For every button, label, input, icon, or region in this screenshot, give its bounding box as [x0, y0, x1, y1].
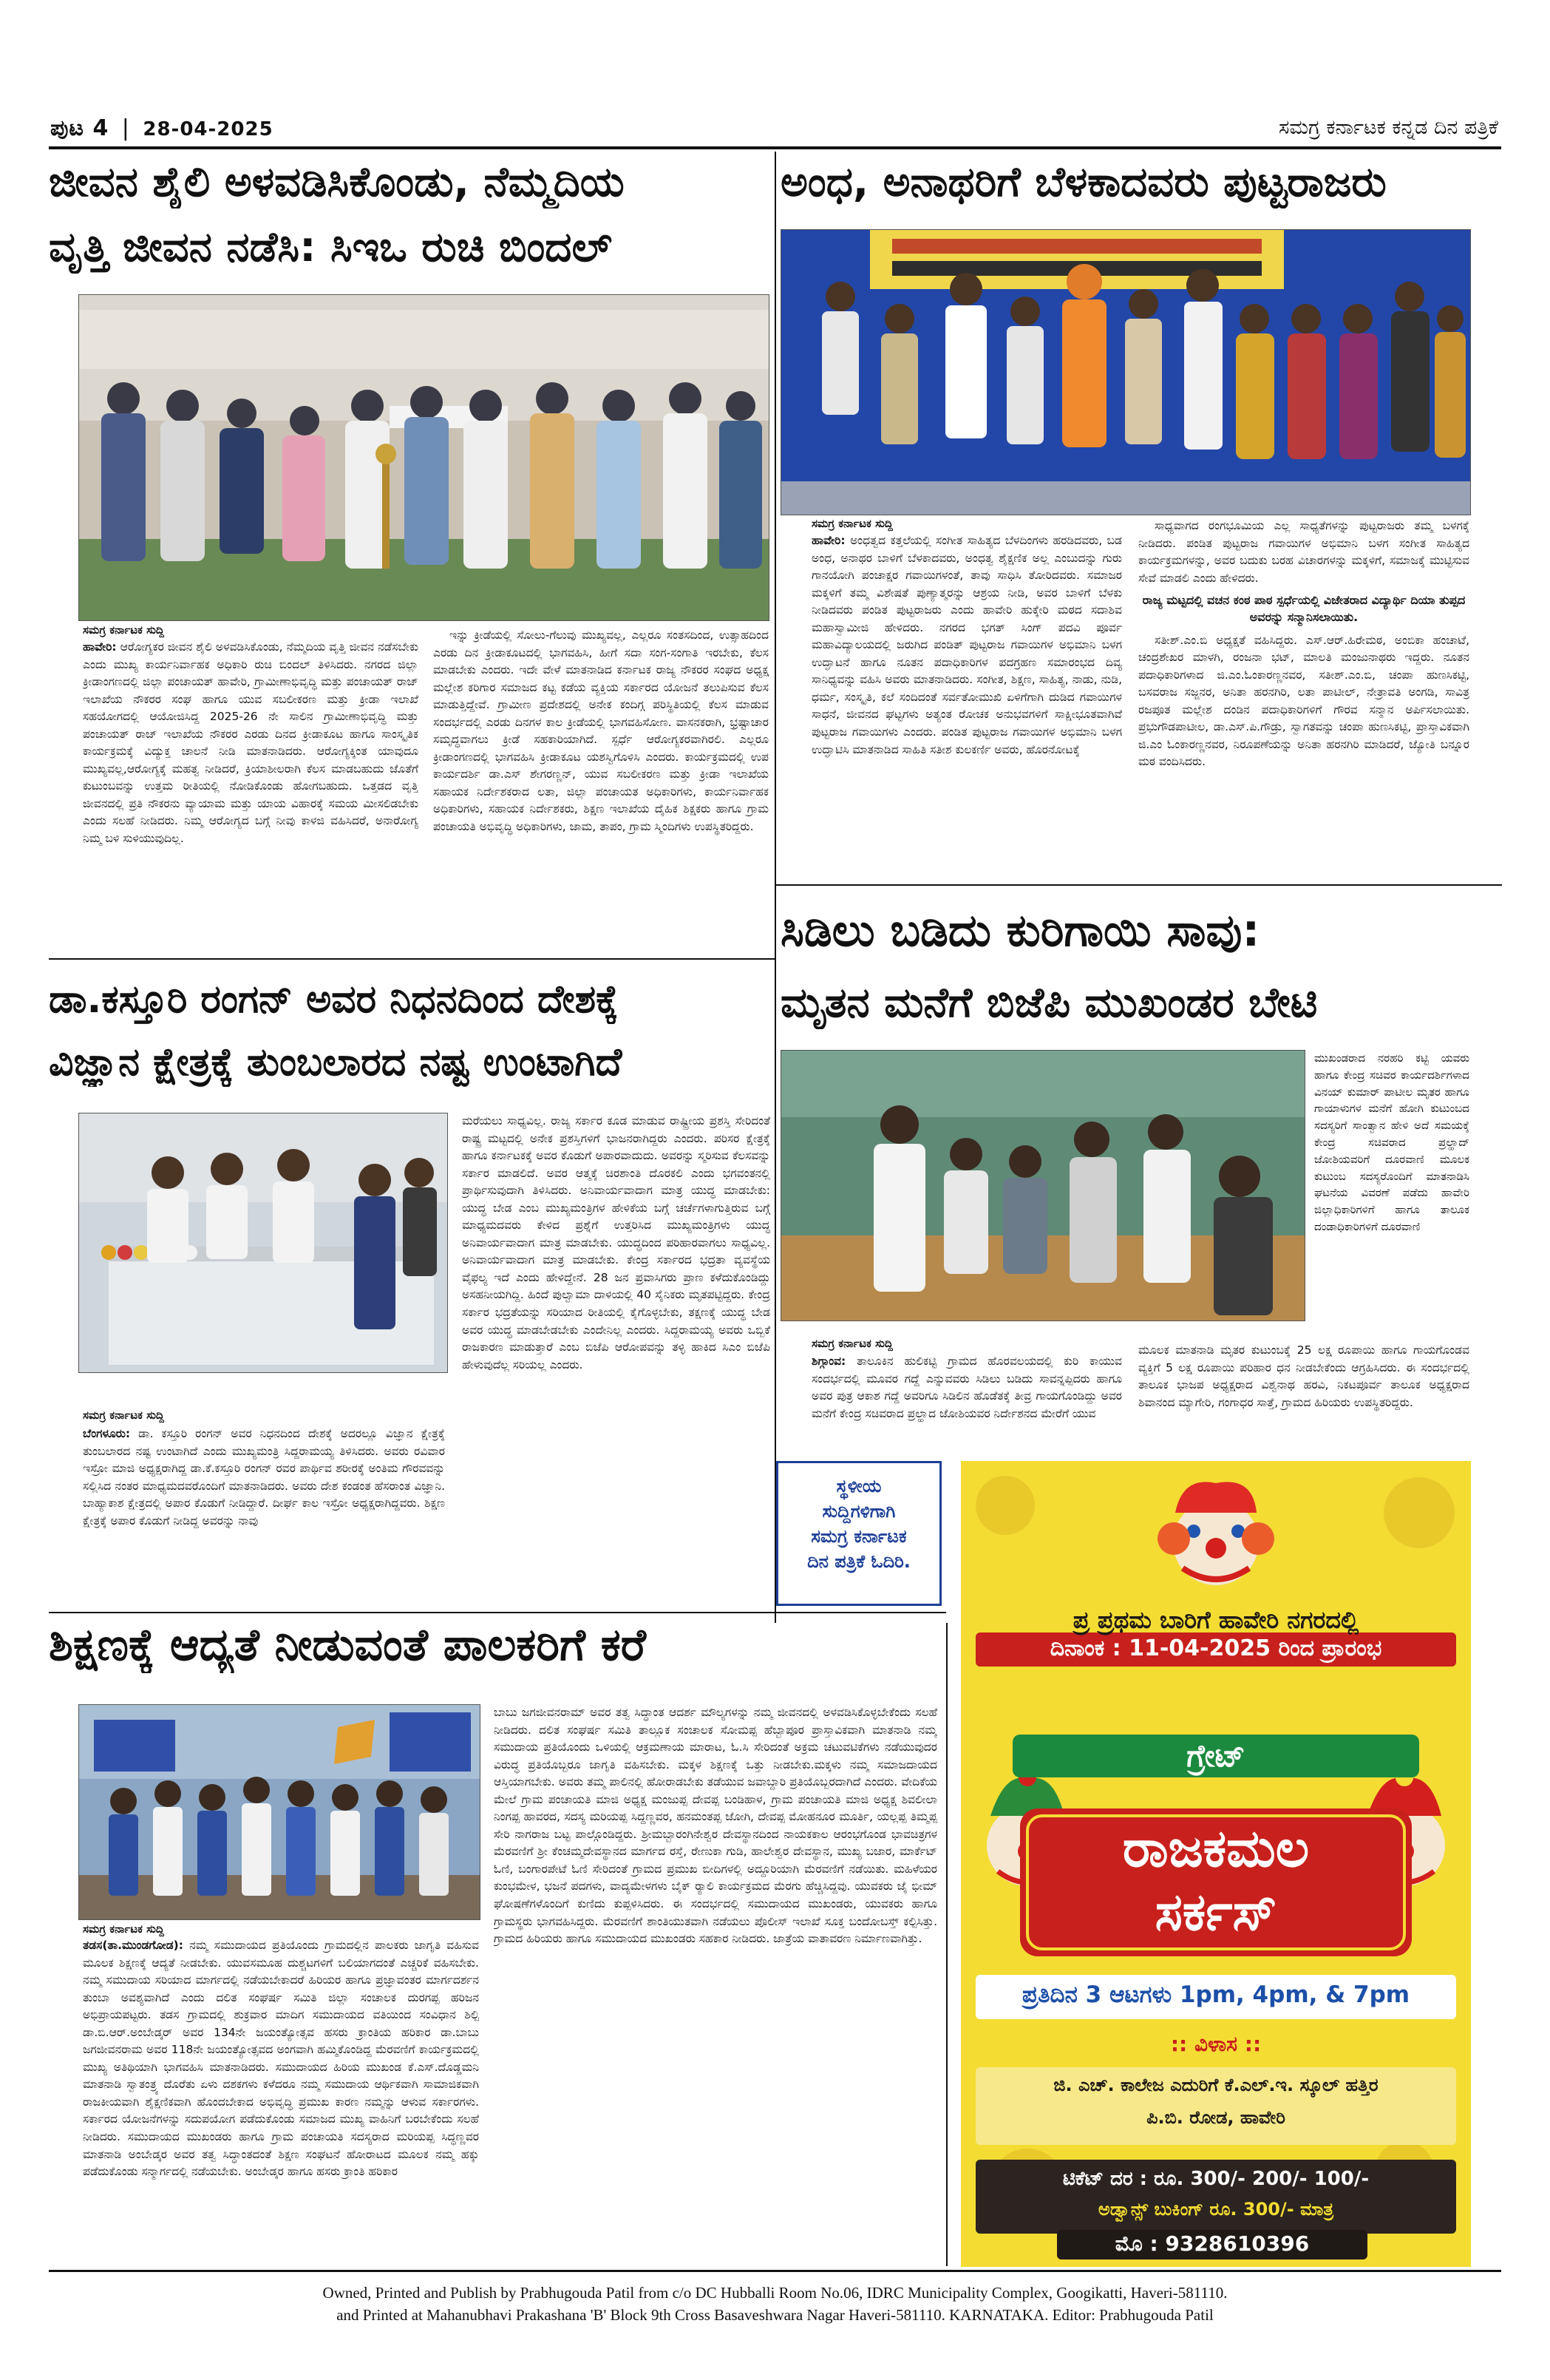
circus-tickets: ಟಿಕೆಟ್ ದರ : ರೂ. 300/- 200/- 100/-	[1062, 2168, 1370, 2190]
credit-puttaraja: ಸಮಗ್ರ ಕರ್ನಾಟಕ ಸುದ್ದಿ	[812, 517, 893, 530]
subhead-puttaraja: ರಾಜ್ಯ ಮಟ್ಟದಲ್ಲಿ ವಚನ ಕಂಠ ಪಾಠ ಸ್ಪರ್ಧೆಯಲ್ಲಿ ವಿಜೇತರಾದ ವಿದ್ಯಾರ್ಥಿ ದಿಯಾ ತುಪ್ಪದ ಅವರನ್ನು ಸನ್ಮಾನಿಸಲಾಯಿತು.	[1142, 593, 1466, 625]
circus-venue-2: ಪಿ.ಬಿ. ರೋಡ, ಹಾವೇರಿ	[1146, 2107, 1285, 2128]
body-lifestyle-col1	[83, 639, 418, 954]
masthead-rule	[49, 146, 1501, 149]
page-number: ಪುಟ 4 | 28-04-2025	[50, 115, 273, 141]
text-kasturirangan-col2: ಮರೆಯಲು ಸಾಧ್ಯವಿಲ್ಲ. ರಾಜ್ಯ ಸರ್ಕಾರ ಕೂಡ ಮಾಡುವ ರಾಷ್ಟ್ರೀಯ ಪ್ರಶಸ್ತಿ ಸೇರಿದಂತೆ ರಾಷ್ಟ್ರ ಮಟ್ಟದಲ್ಲಿ ಅನೇಕ ಪ್ರಶಸ್ತಿಗಳಿಗೆ ಭಾಜನರಾಗಿದ್ದರು ಎಂದರು. ಪರಿಸರ ಕ್ಷೇತ್ರಕ್ಕೆ ಹಾಗೂ ಕರ್ನಾಟಕಕ್ಕೆ ಅವರ ಕೊಡುಗೆ ಅಪಾರವಾದುದು. ಅವರನ್ನು ಸ್ಮರಿಸುವ ಕೆಲಸವನ್ನು ಸರ್ಕಾರ ಮಾಡಲಿದೆ. ಅವರ ಆತ್ಮಕ್ಕೆ ಚಿರಶಾಂತಿ ದೊರಕಲಿ ಎಂದು ಭಗವಂತನಲ್ಲಿ ಪ್ರಾರ್ಥಿಸುವುದಾಗಿ ತಿಳಿಸಿದರು. ಅನಿವಾರ್ಯವಾದಾಗ ಮಾತ್ರ ಯುದ್ಧ ಮಾಡಬೇಕು: ಯುದ್ಧ ಬೇಡ ಎಂಬ ಮುಖ್ಯಮಂತ್ರಿಗಳ ಹೇಳಿಕೆಯ ಬಗ್ಗೆ ಚರ್ಚೆಗಳಾಗುತ್ತಿರುವ ಬಗ್ಗೆ ಮಾಧ್ಯಮದವರು ಕೇಳಿದ ಪ್ರಶ್ನೆಗೆ ಉತ್ತರಿಸಿದ ಮುಖ್ಯಮಂತ್ರಿಗಳು ಯುದ್ಧ ಅನಿವಾರ್ಯವಾದಾಗ ಮಾತ್ರ ಮಾಡಬೇಕು. ಯುದ್ಧದಿಂದ ಪರಿಹಾರವಾಗಲು ಸಾಧ್ಯವಿಲ್ಲ. ಅನಿವಾರ್ಯವಾದಾಗ ಮಾತ್ರ ಮಾಡಬೇಕು. ಕೇಂದ್ರ ಸರ್ಕಾರದ ಭದ್ರತಾ ವ್ಯವಸ್ಥೆಯ ವೈಫಲ್ಯ ಇದೆ ಎಂದು ಹೇಳಿದ್ದೇನೆ. 28 ಜನ ಪ್ರವಾಸಿಗರು ಪ್ರಾಣ ಕಳೆದುಕೊಂಡಿದ್ದು ಅಸಹನೀಯಗಿದ್ದಿ. ಹಿಂದೆ ಪುಲ್ವಾಮಾ ದಾಳಿಯಲ್ಲಿ 40 ಸೈನಿಕರು ಮೃತಪಟ್ಟಿದ್ದರು. ಕೇಂದ್ರ ಸರ್ಕಾರ ಭದ್ರತೆಯನ್ನು ಸರಿಯಾದ ರೀತಿಯಲ್ಲಿ ಕೈಗೊಳ್ಳಬೇಕು, ತಕ್ಷಣಕ್ಕೆ ಯುದ್ಧ ಬೇಡ ಅವರ ಯುದ್ಧ ಮಾಡಬೇಡಬೇಕು ಎಂದೇನಿಲ್ಲ ಎಂದರು. ಸಿದ್ದರಾಮಯ್ಯ ಅವರು ಒಬ್ಬಿಕೆ ರಾಜಕಾರಣ ಮಾಡುತ್ತಾರೆ ಎಂಬ ಬಿಜೆಪಿ ಆರೋಪವನ್ನು ತಳ್ಳಿ ಹಾಕಿದ ಸಿಎಂ ಬಿಜೆಪಿ ಹೇಳುವುದೆಲ್ಲ ಸರಿಯಲ್ಲ ಎಂದರು.	[462, 1114, 770, 1372]
credit-lifestyle: ಸಮಗ್ರ ಕರ್ನಾಟಕ ಸುದ್ದಿ	[83, 623, 164, 637]
dateline-lifestyle: ಹಾವೇರಿ:	[83, 640, 117, 654]
body-lightning-col1	[812, 1353, 1122, 1464]
headline-kasturirangan-2: ವಿಜ್ಞಾನ ಕ್ಷೇತ್ರಕ್ಕೆ ತುಂಬಲಾರದ ನಷ್ಟ ಉಂಟಾಗಿದೆ	[49, 1040, 622, 1085]
footer-rule	[49, 2270, 1501, 2272]
headline-kasturirangan-1: ಡಾ.ಕಸ್ತೂರಿ ರಂಗನ್ ಅವರ ನಿಧನದಿಂದ ದೇಶಕ್ಕೆ	[49, 977, 619, 1022]
imprint-line-2: and Printed at Mahanubhavi Prakashana 'B' Block 9th Cross Basaveshwara Nagar Haveri-581110. KARNATAKA. Editor: Prabhugouda Patil	[336, 2306, 1214, 2325]
photo-condolence-visit	[781, 1050, 1305, 1321]
circus-great: ಗ್ರೇಟ್	[1186, 1737, 1245, 1774]
dateline-kasturirangan: ಬೆಂಗಳೂರು:	[83, 1427, 131, 1440]
headline-lifestyle-1: ಜೀವನ ಶೈಲಿ ಅಳವಡಿಸಿಕೊಂಡು, ನೆಮ್ಮದಿಯ	[49, 158, 625, 206]
circus-date-line: ದಿನಾಂಕ : 11-04-2025 ರಿಂದ ಪ್ರಾರಂಭ	[1050, 1635, 1382, 1661]
text-puttaraja-col2-top: ಸಾಧ್ಯವಾಗದ ರಂಗಭೂಮಿಯ ಎಲ್ಲ ಸಾಧ್ಯತೆಗಳನ್ನು ಪುಟ್ಟರಾಜರು ತಮ್ಮ ಬಳಗಕ್ಕೆ ನೀಡಿದರು. ಪಂಡಿತ ಪುಟ್ಟರಾಜ ಗವಾಯಿಗಳ ಅಭಿಮಾನಿ ಬಳಗ ಸಂಗೀತ ಸಾಹಿತ್ಯದ ಕಾರ್ಯಕ್ರಮಗಳನ್ನು, ಅವರ ಬದುಕು ಬರಹ ವಿಚಾರಗಳನ್ನು ಮಕ್ಕಳಿಗೆ, ಸಮಾಜಕ್ಕೆ ಮುಟ್ಟಿಸುವ ಸೇವೆ ಮಾಡಲಿ ಎಂದು ಹೇಳಿದರು.	[1138, 519, 1469, 585]
body-puttaraja-col2	[1138, 518, 1469, 880]
notice-box-read-paper	[776, 1461, 942, 1606]
divider-puttaraja	[776, 884, 1502, 886]
text-lightning-side: ಮುಖಂಡರಾದ ನರಹರಿ ಕಟ್ಟಿ ಯವರು ಹಾಗೂ ಕೇಂದ್ರ ಸಚಿವರ ಕಾರ್ಯದರ್ಶಿಗಳಾದ ವಿನಯ್ ಕುಮಾರ್ ಪಾಟೀಲ ಮೃತರ ಹಾಗೂ ಗಾಯಾಳುಗಳ ಮನೆಗೆ ಹೋಗಿ ಕುಟುಂಬದ ಸದಸ್ಯರಿಗೆ ಸಾಂತ್ವಾನ ಹೇಳಿ ಅದೆ ಸಮಯಕ್ಕೆ ಕೇಂದ್ರ ಸಚಿವರಾದ ಪ್ರಲ್ಹಾದ್ ಜೋಶಿಯವರಿಗೆ ದೂರವಾಣಿ ಮೂಲಕ ಕುಟುಂಬ ಸದಸ್ಯರೊಂದಿಗೆ ಮಾತನಾಡಿಸಿ ಘಟನೆಯ ವಿವರಣೆ ಪಡೆದು ಹಾವೇರಿ ಜಿಲ್ಲಾಧಿಕಾರಿಗಳಿಗೆ ಹಾಗೂ ತಾಲೂಕ ದಂಡಾಧಿಕಾರಿಗಳಿಗೆ ದೂರವಾಣಿ	[1314, 1051, 1469, 1233]
column-rule-upper	[775, 152, 776, 1623]
circus-shows: ಪ್ರತಿದಿನ 3 ಆಟಗಳು 1pm, 4pm, & 7pm	[1022, 1981, 1410, 2008]
headline-education: ಶಿಕ್ಷಣಕ್ಕೆ ಆದ್ಯತೆ ನೀಡುವಂತೆ ಪಾಲಕರಿಗೆ ಕರೆ	[49, 1619, 646, 1671]
photo-tribute	[78, 1113, 448, 1373]
body-kasturirangan-col1	[83, 1425, 445, 1603]
page-label: ಪುಟ 4	[50, 115, 109, 141]
imprint-line	[49, 2282, 1501, 2327]
body-education-col1	[83, 1937, 479, 2262]
dateline-lightning: ಶಿಗ್ಗಾಂವ:	[812, 1355, 846, 1368]
divider-mid-left	[49, 1612, 946, 1613]
body-lifestyle-col2	[433, 627, 769, 954]
text-lifestyle-col1: ಆರೋಗ್ಯಕರ ಜೀವನ ಶೈಲಿ ಅಳವಡಿಸಿಕೊಂಡು, ನೆಮ್ಮದಿಯ ವೃತ್ತಿ ಜೀವನ ನಡೆಸಬೇಕು ಎಂದು ಮುಖ್ಯ ಕಾರ್ಯನಿರ್ವಾಹಕ ಅಧಿಕಾರಿ ರುಚಿ ಬಿಂದಲ್ ತಿಳಿಸಿದರು. ನಗರದ ಜಿಲ್ಲಾ ಕ್ರೀಡಾಂಗಣದಲ್ಲಿ ಜಿಲ್ಲಾ ಪಂಚಾಯತ್ ಹಾವೇರಿ, ಗ್ರಾಮೀಣಾಭಿವೃದ್ಧಿ ಮತ್ತು ಪಂಚಾಯತ್ ರಾಜ್ ಇಲಾಖೆಯ ನೌಕರರ ಸಂಘ ಹಾಗೂ ಯುವ ಸಬಲೀಕರಣ ಮತ್ತು ಕ್ರೀಡಾ ಇಲಾಖೆ ಸಹಯೋಗದಲ್ಲಿ ಆಯೋಜಿಸಿದ್ದ 2025-26 ನೇ ಸಾಲಿನ ಗ್ರಾಮೀಣಾಭಿವೃದ್ಧಿ ಮತ್ತು ಪಂಚಾಯತ್ ರಾಜ್ ಇಲಾಖೆಯ ನೌಕರರ ಎರಡು ದಿನದ ಕ್ರೀಡಾಕೂಟ ಹಾಗೂ ಸಾಂಸ್ಕೃತಿಕ ಕಾರ್ಯಕ್ರಮಕ್ಕೆ ವಿದ್ಯುಕ್ತ ಚಾಲನೆ ನೀಡಿ ಮಾತನಾಡಿದರು. ಆರೋಗ್ಯಕ್ಕಿಂತ ಯಾವುದೂ ಮುಖ್ಯವಲ್ಲ,ಆರೋಗ್ಯಕ್ಕೆ ಮಹತ್ವ ನೀಡಿದರೆ, ಕ್ರಿಯಾಶೀಲರಾಗಿ ಕೆಲಸ ಮಾಡಬಹುದು ಜೊತೆಗೆ ಕುಟುಂಬವನ್ನು ಉತ್ತಮ ರೀತಿಯಲ್ಲಿ ನೋಡಿಕೊಂಡು ಹೋಗಬಹುದು. ಒತ್ತಡದ ವೃತ್ತಿ ಜೀವನದಲ್ಲಿ ಪ್ರತಿ ನೌಕರನು ವ್ಯಾಯಾಮ ಮತ್ತು ಯಾಯ ವಿಹಾರಕ್ಕೆ ಸಮಯ ಮೀಸಲಿಡಬೇಕು ಎಂದು ಸಲಹೆ ನೀಡಿದರು. ನಿಮ್ಮ ಆರೋಗ್ಯದ ಬಗ್ಗೆ ನೀವು ಕಾಳಜಿ ವಹಿಸಿದರೆ, ಅನಾರೋಗ್ಯ ನಿಮ್ಮ ಬಳಿ ಸುಳಿಯುವುದಿಲ್ಲ.	[83, 640, 418, 846]
column-rule-lower	[946, 1623, 948, 2266]
text-puttaraja-col1: ಅಂಧತ್ವದ ಕತ್ತಲೆಯಲ್ಲಿ ಸಂಗೀತ ಸಾಹಿತ್ಯದ ಬೆಳದಿಂಗಳು ಹರಡಿದವರು, ಬಡ ಅಂಧ, ಅನಾಥರ ಬಾಳಿಗೆ ಬೆಳಕಾದವರು, ಅಂಧತ್ವ ಶೈಕ್ಷಣಿಕ ಅಲ್ಲ ಎಂಬುದನ್ನು ಗುರು ಗಾನಯೋಗಿ ಪಂಚಾಕ್ಷರ ಗವಾಯಿಗಳಂತೆ, ತಾವು ಸಾಧಿಸಿ ತೋರಿದವರು. ಸಮಾಜರ ಮಕ್ಕಳಿಗೆ ತಮ್ಮ ವಿಶೇಷತೆ ಪುಣ್ಯಾತ್ಮರನ್ನು ಆಶ್ರಯ ನೀಡಿ, ಅವರ ಬಾಳಿಗೆ ಬೆಳಕು ನೀಡಿದವರು ಪಂಡಿತ ಪುಟ್ಟರಾಜರು ಎಂದು ಹಾವೇರಿ ಹುಕ್ಕೇರಿ ಮಠದ ಸದಾಶಿವ ಮಹಾಸ್ವಾಮೀಜಿ ಹೇಳಿದರು. ನಗರದ ಭಗತ್ ಸಿಂಗ್ ಪದವಿ ಪೂರ್ವ ಮಹಾವಿದ್ಯಾಲಯದಲ್ಲಿ ಜರುಗಿದ ಪಂಡಿತ್ ಪುಟ್ಟರಾಜ ಗವಾಯಿಗಳ ಅಭಿಮಾನಿ ಬಳಗ ಉದ್ಘಾಟನೆ ಹಾಗೂ ನೂತನ ಪದಾಧಿಕಾರಿಗಳ ಪದಗ್ರಹಣ ಸಮಾರಂಭದ ದಿವ್ಯ ಸಾನಿಧ್ಯವನ್ನು ವಹಿಸಿ ಅವರು ಮಾತನಾಡಿದರು. ಸಂಗೀತ, ಶಿಕ್ಷಣ, ಸಾಹಿತ್ಯ, ನಾಡು, ನುಡಿ, ಧರ್ಮ, ಸಂಸ್ಕೃತಿ, ಕಲೆ ಸಂದಿದಂತೆ ಸರ್ವತೋಮುಖಿ ಏಳಿಗೆಗಾಗಿ ದುಡಿದ ಗವಾಯಿಗಳ ಸಾಧನೆ, ಜೀವನದ ಘಟ್ಟಗಳು ಅತ್ಯಂತ ರೋಚಕ ಅನುಭವಗಳಿಗೆ ಸಾಕ್ಷೀಭೂತವಾಗಿವೆ ಪುಟ್ಟರಾಜ ಗವಾಯಿಗಳು ಎಂದರು. ಪಂಡಿತ ಪುಟ್ಟರಾಜ ಗವಾಯಿಗಳ ಅಭಿಮಾನಿ ಬಳಗ ಉದ್ಘಾಟಿಸಿ ಮಾತನಾಡಿದ ಸಾಹಿತಿ ಸತೀಶ ಕುಲಕರ್ಣಿ ಅವರು, ಹೊರನೋಟಕ್ಕೆ	[812, 534, 1122, 756]
text-lifestyle-col2: ಇನ್ನು ಕ್ರೀಡೆಯಲ್ಲಿ ಸೋಲು-ಗೆಲುವು ಮುಖ್ಯವಲ್ಲ, ಎಲ್ಲರೂ ಸಂತಸದಿಂದ, ಉತ್ಸಾಹದಿಂದ ಎರಡು ದಿನ ಕ್ರೀಡಾಕೂಟದಲ್ಲಿ ಭಾಗವಹಿಸಿ, ಹೀಗೆ ಸದಾ ಸಂಗ-ಸಂಗಾತಿ ಇರಬೇಕು, ಕೆಲಸ ಮಾಡಬೇಕು ಎಂದರು. ಇದೇ ವೇಳೆ ಮಾತನಾಡಿದ ಕರ್ನಾಟಕ ರಾಜ್ಯ ನೌಕರರ ಸಂಘದ ಅಧ್ಯಕ್ಷ ಮಲ್ಲೇಶ ಕರಿಗಾರ ಸಮಾಜದ ಕಟ್ಟ ಕಡೆಯ ವ್ಯಕ್ತಿಯ ಸರ್ಕಾರದ ಯೋಜನೆ ತಲುಪಿಸುವ ಕೆಲಸ ಮಾಡುತ್ತಿದ್ದೇವೆ. ಗ್ರಾಮೀಣ ಪ್ರದೇಶದಲ್ಲಿ ಅನೇಕ ಕಂದಿಗ್ಗ ಪರಿಸ್ಥಿತಿಯಲ್ಲಿ ಕೆಲಸ ಮಾಡುವ ಸಂದರ್ಭದಲ್ಲಿ ಎರಡು ದಿನಗಳ ಕಾಲ ಕ್ರೀಡೆಯಲ್ಲಿ ಭಾಗವಹಿಸೋಣ. ವಾಸನಕರಾಗಿ, ಭ್ರಷ್ಟಾಚಾರ ಸಮೃದ್ಧವಾಗಲು ಕ್ರೀಡೆ ಸಹಕಾರಿಯಾಗಿದೆ. ಸ್ಪರ್ಧೆ ಆರೋಗ್ಯಕರವಾಗಿರಲಿ. ಎಲ್ಲರೂ ಕ್ರೀಡಾಂಗಣದಲ್ಲಿ ಭಾಗವಹಿಸಿ ಕ್ರೀಡಾಕೂಟ ಯಶಸ್ವಿಗೊಳಿಸಿ ಎಂದರು. ಕಾರ್ಯಕ್ರಮದಲ್ಲಿ ಉಪ ಕಾರ್ಯದರ್ಶಿ ಡಾ.ಎಸ್ ಶೇಗರಣ್ಣನ್, ಯುವ ಸಬಲೀಕರಣ ಮತ್ತು ಕ್ರೀಡಾ ಇಲಾಖೆಯ ಸಹಾಯಕ ನಿರ್ದೇಶಕರಾದ ಲತಾ, ಜಿಲ್ಲಾ ಪಂಚಾಯತ ಅಧಿಕಾರಿಗಳು, ಕಾರ್ಯನಿರ್ವಾಹಕ ಅಧಿಕಾರಿಗಳು, ಸಹಾಯಕ ನಿರ್ದೇಶಕರು, ಶಿಕ್ಷಣ ಇಲಾಖೆಯ ದೈಹಿಕ ಶಿಕ್ಷಕರು ಹಾಗೂ ಗ್ರಾಮ ಪಂಚಾಯತಿ ಅಭಿವೃದ್ಧಿ ಅಧಿಕಾರಿಗಳು, ಜಾಮ, ತಾಪಂ, ಗ್ರಾಮ ಸ್ಮಿಂದಿಗಳು ಉಪಸ್ಥಿತರಿದ್ದರು.	[433, 628, 769, 834]
text-education-col1: ನಮ್ಮ ಸಮುದಾಯದ ಪ್ರತಿಯೊಂದು ಗ್ರಾಮದಲ್ಲಿನ ಪಾಲಕರು ಜಾಗೃತಿ ವಹಿಸುವ ಮೂಲಕ ಶಿಕ್ಷಣಕ್ಕೆ ಆದ್ಯತೆ ನೀಡಬೇಕು. ಯುವಸಮೂಹ ದುಶ್ಚಟಗಳಿಗೆ ಬಲಿಯಾಗದಂತೆ ಎಚ್ಚರಿಕೆ ವಹಿಸಬೇಕು. ನಮ್ಮ ಸಮುದಾಯ ಸರಿಯಾದ ಮಾರ್ಗದಲ್ಲಿ ನಡೆಯಬೇಕಾದರೆ ಹಿರಿಯರ ಹಾಗೂ ಪ್ರಜ್ಞಾವಂತರ ಮಾರ್ಗದರ್ಶನ ತುಂಬಾ ಅವಶ್ಯವಾಗಿದೆ ಎಂದು ದಲಿತ ಸಂಘರ್ಷ ಸಮಿತಿ ಜಿಲ್ಲಾ ಸಂಚಾಲಕ ದುರಗಪ್ಪ ಹರಿಜನ ಅಭಿಪ್ರಾಯಪಟ್ಟರು. ತಡಸ ಗ್ರಾಮದಲ್ಲಿ ಶುಕ್ರವಾರ ಮಾದಿಗ ಸಮುದಾಯದ ವತಿಯಿಂದ ಸಂವಿಧಾನ ಶಿಲ್ಪಿ ಡಾ.ಬಿ.ಆರ್.ಅಂಬೇಡ್ಕರ್ ಅವರ 134ನೇ ಜಯಂತ್ಯೋತ್ಸವ ಹಸರು ಕ್ರಾಂತಿಯ ಹರಿಕಾರ ಡಾ.ಬಾಬು ಜಗಜೀವನರಾಮ ಅವರ 118ನೇ ಜಯಂತ್ಯೋತ್ಸವದ ಅಂಗವಾಗಿ ಹಮ್ಮಿಕೊಂಡಿದ್ದ ಮೆರವಣಿಗೆ ಕಾರ್ಯಕ್ರಮದಲ್ಲಿ ಮುಖ್ಯ ಅತಿಥಿಯಾಗಿ ಭಾಗವಹಿಸಿ ಮಾತನಾಡಿದರು. ಸಮುದಾಯದ ಹಿರಿಯ ಮುಖಂಡ ಕೆ.ಎಸ್.ದೊಡ್ಡಮನಿ ಮಾತನಾಡಿ ಸ್ವಾತಂತ್ರ್ಯ ದೊರೆತು ಏಳು ದಶಕಗಳು ಕಳೆದರೂ ನಮ್ಮ ಸಮುದಾಯ ಆರ್ಥಿಕವಾಗಿ ಸಾಮಾಜಿಕವಾಗಿ ರಾಜಕೀಯವಾಗಿ ಶೈಕ್ಷಣಿಕವಾಗಿ ಹೊಂದಬೇಕಾದ ಅಭಿವೃದ್ಧಿ ಪ್ರಮುಖ ಕಾರಣ ನಮ್ಮನ್ನು ಆಳುವ ಸರ್ಕಾರಗಳು. ಸರ್ಕಾರದ ಯೋಜನೆಗಳನ್ನು ಸದುಪಯೋಗ ಪಡೆದುಕೊಂಡು ಸಮಾಜದ ಮುಖ್ಯ ವಾಹಿನಿಗೆ ಬರಬೇಕೆಂದು ಸಲಹೆ ನೀಡಿದರು. ಸಮುದಾಯದ ಮುಖಂಡರು ಹಾಗೂ ಗ್ರಾಮ ಪಂಚಾಯತಿ ಸದಸ್ಯರಾದ ಮರಿಯಪ್ಪ ಸಿದ್ಧಣ್ಣವರ ಮಾತನಾಡಿ ಅಂಬೇಡ್ಕರ ಅವರ ತತ್ವ ಸಿದ್ಧಾಂತದಂತೆ ಶಿಕ್ಷಣ ಸಂಘಟನೆ ಹೋರಾಟದ ಮೂಲಕ ನಮ್ಮ ಹಕ್ಕು ಪಡೆದುಕೊಂಡು ಸನ್ಮಾರ್ಗದಲ್ಲಿ ನಡೆಯಬೇಕು. ಅಂಬೇಡ್ಕರ ಹಾಗೂ ಹಸರು ಕ್ರಾಂತಿ ಹರಿಕಾರ	[83, 1939, 479, 2179]
imprint-line-1: Owned, Printed and Publish by Prabhugouda Patil from c/o DC Hubballi Room No.06, IDRC Municipality Complex, Googikatti, Haveri-581110.	[322, 2284, 1228, 2302]
circus-advertisement	[961, 1461, 1471, 2267]
notice-line-1: ಸ್ಥಳೀಯ	[836, 1476, 882, 1496]
circus-venue-1: ಜಿ. ಎಚ್. ಕಾಲೇಜ ಎದುರಿಗೆ ಕೆ.ಎಲ್.ಇ. ಸ್ಕೂಲ್ ಹತ್ತಿರ	[1053, 2075, 1379, 2095]
credit-kasturirangan: ಸಮಗ್ರ ಕರ್ನಾಟಕ ಸುದ್ದಿ	[83, 1408, 164, 1422]
notice-line-2: ಸುದ್ದಿಗಳಿಗಾಗಿ	[822, 1501, 896, 1522]
text-education-col2: ಬಾಬು ಜಗಜೀವನರಾಮ್ ಅವರ ತತ್ವ ಸಿದ್ಧಾಂತ ಆದರ್ಶ ಮೌಲ್ಯಗಳನ್ನು ನಮ್ಮ ಜೀವನದಲ್ಲಿ ಅಳವಡಿಸಿಕೊಳ್ಳಬೇಕೆಂದು ಸಲಹೆ ನೀಡಿದರು. ದಲಿತ ಸಂಘರ್ಷ ಸಮಿತಿ ತಾಲ್ಲೂಕ ಸಂಚಾಲಕ ಸೋಮಪ್ಪ ಹೆಬ್ಬಾಪೂರ ಪ್ರಾಸ್ತಾವಿಕವಾಗಿ ಮಾತನಾಡಿ ನಮ್ಮ ಸಮುದಾಯ ಪ್ರತಿಯೊಂದು ಒಳಿಯಲ್ಲಿ ಆಕ್ರಮಣಾಯ ಮಾರಾಟ, ಓ.ಸಿ ಸೇರಿದಂತೆ ಅಕ್ರಮ ಚಟುವಟಿಕೆಗಳು ನಡೆಯುವುದರ ವಿರುದ್ಧ ಪ್ರತಿಯೊಬ್ಬರೂ ಜಾಗೃತಿ ವಹಿಸಬೇಕು. ಮಕ್ಕಳ ಶಿಕ್ಷಣಕ್ಕೆ ಒತ್ತು ನೀಡಬೇಕು.ಮಕ್ಕಳು ನಮ್ಮ ಸಮಾಜದಾಯದ ಆಸ್ತಿಯಾಗಬೇಕು. ಅವರು ತಮ್ಮ ಪಾಲಿನಲ್ಲಿ ಹೋರಾಡಬೇಕು ತಡೆಯುವ ಜವಾಬ್ದಾರಿ ಪ್ರತಿಯೊಬ್ಬರದಾಗಿದೆ ಎಂದರು. ವೇದಿಕೆಯ ಮೇಲೆ ಗ್ರಾಮ ಪಂಚಾಯತಿ ಮಾಜಿ ಅಧ್ಯಕ್ಷ ಮಂಜುಪ್ಪ ದೇವಪ್ಪ ಬಂಡಿಹಾಳ, ಗ್ರಾಮ ಪಂಚಾಯತಿ ಮಾಜಿ ಅಧ್ಯಕ್ಷ ಶಿವಲೀಲಾ ನಿಂಗಪ್ಪ ಹಾವರದ, ಸದಸ್ಯ ಮರಿಯಪ್ಪ ಸಿದ್ದಣ್ಣವರ, ಹನಮಂತಪ್ಪ ಜೋಗಿ, ದೇವಪ್ಪ ಮೋಹನೂರ ಮೂರ್ತಿ, ಯಲ್ಲಪ್ಪ ತಿಮ್ಮಪ್ಪ ಸೇರಿ ನಾಗರಾಜ ಬಟ್ಟ ಪಾಲ್ಗೊಂಡಿದ್ದರು. ಶ್ರೀಮಬ್ಬಾರಂಗಿನೇಶ್ವರ ದೇವಸ್ಥಾನದಿಂದ ನಾಯಕಕಾಲ ಆರಂಭಗೊಂಡ ಭಾವಚಿತ್ರಗಳ ಮೆರವಣಿಗೆ ಶ್ರೀ ಕೆಂಚಮ್ಮದೇವಸ್ಥಾನದ ಮಾರ್ಗದ ರಸ್ತೆ, ರೇಣುಕಾ ಗುಡಿ, ಹಾಲೇಶ್ವರ ದೇವಸ್ಥಾನ, ಮುಖ್ಯ ಬಜಾರ, ಮಾರ್ಕೆಟ್ ಓಣಿ, ಬಂಗಾರಪೇಟೆ ಓಣಿ ಸೇರಿದಂತೆ ಗ್ರಾಮದ ಪ್ರಮುಖ ಬೀದಿಗಳಲ್ಲಿ ಅದ್ದೂರಿಯಾಗಿ ಮೆರವಣಿಗೆ ನಡೆಯಿತು. ಮಹಿಳೆಯರ ಕುಂಭಮೇಳ, ಭಜನೆ ಪದಗಳು, ವಾದ್ಯಮೇಳಗಳು ಬೈಕ್ ರ್‍ಯಾಲಿ ಕಾರ್ಯಕ್ರಮದ ಮೆರಗು ಹೆಚ್ಚಿಸಿದ್ದವು. ಯುವಕರು ಜೈ ಭೀಮ್ ಘೋಷಣೆಗಳೊಂದಿಗೆ ಕುಣಿದು ಕುಪ್ಪಳಿಸಿದರು. ಈ ಸಂದರ್ಭದಲ್ಲಿ ಸಮುದಾಯದ ಮುಖಂಡರು, ಯುವಕರು ಹಾಗೂ ಗ್ರಾಮಸ್ಥರು ಭಾಗವಹಿಸಿದ್ದರು. ಮೆರವಣಿಗೆ ಶಾಂತಿಯುತವಾಗಿ ನಡೆಯಲು ಪೊಲೀಸ್ ಇಲಾಖೆ ಸೂಕ್ತ ಬಂದೋಬಸ್ತ್ ಕಲ್ಪಿಸಿತ್ತು. ಗ್ರಾಮದ ಹಿರಿಯರು ಹಾಗೂ ಸಮುದಾಯದ ಮುಖಂಡರು ಸಹಕಾರ ನೀಡಿದರು. ಜಾತ್ರೆಯ ವಾತಾವರಣ ನಿರ್ಮಾಣವಾಗಿತ್ತು.	[494, 1706, 937, 1946]
headline-lightning-2: ಮೃತನ ಮನೆಗೆ ಬಿಜೆಪಿ ಮುಖಂಡರ ಬೇಟಿ	[781, 979, 1318, 1027]
issue-date: 28-04-2025	[143, 118, 273, 140]
photo-procession	[78, 1704, 480, 1920]
headline-lightning-1: ಸಿಡಿಲು ಬಡಿದು ಕುರಿಗಾಯಿ ಸಾವು:	[781, 905, 1260, 957]
credit-education: ಸಮಗ್ರ ಕರ್ನಾಟಕ ಸುದ್ದಿ	[83, 1922, 164, 1936]
circus-advance: ಅಡ್ವಾನ್ಸ್ ಬುಕಿಂಗ್ ರೂ. 300/- ಮಾತ್ರ	[1098, 2199, 1334, 2220]
credit-lightning: ಸಮಗ್ರ ಕರ್ನಾಟಕ ಸುದ್ದಿ	[812, 1337, 893, 1350]
divider-lifestyle	[49, 958, 775, 960]
paper-name: ಸಮಗ್ರ ಕರ್ನಾಟಕ ಕನ್ನಡ ದಿನ ಪತ್ರಿಕೆ	[1279, 116, 1498, 139]
circus-tagline: ಪ್ರ ಪ್ರಥಮ ಬಾರಿಗೆ ಹಾವೇರಿ ನಗರದಲ್ಲಿ	[1073, 1606, 1359, 1634]
photo-lamp-lighting	[78, 294, 769, 621]
headline-puttaraja: ಅಂಧ, ಅನಾಥರಿಗೆ ಬೆಳಕಾದವರು ಪುಟ್ಟರಾಜರು	[781, 158, 1387, 206]
body-puttaraja-col1	[812, 532, 1122, 880]
text-puttaraja-col2-bottom: ಸತೀಶ್.ಎಂ.ಬಿ ಅಧ್ಯಕ್ಷತೆ ವಹಿಸಿದ್ದರು. ಎಸ್.ಆರ್.ಹಿರೇಮಠ, ಅಂಬಿಕಾ ಹಂಚಾಟೆ, ಚಂದ್ರಶೇಖರ ಮಾಳಗಿ, ರಂಜನಾ ಭಟ್, ಮಾಲತಿ ಮಂಜುನಾಥರು ಇದ್ದರು. ನೂತನ ಪದಾಧಿಕಾರಿಗಳಾದ ಜಿ.ಎಂ.ಓಂಕಾರಣ್ಣನವರ, ಸತೀಶ್.ಎಂ.ಬಿ, ಚಂಪಾ ಹುಣಸಿಕಟ್ಟಿ, ಬಸವರಾಜ ಸಜ್ಜನರ, ಅನಿತಾ ಹರನಗಿರಿ, ಲತಾ ಪಾಟೀಲ್, ನೇತ್ರಾವತಿ ಅಂಗಡಿ, ಸಾವಿತ್ರ ರಜಪೂತ ಮಲ್ಲೇಶ ದಂಡಿನ ಪದಾಧಿಕಾರಿಗಳಿಗೆ ಗೌರವ ಸನ್ಮಾನ ಅರ್ಪಿಸಲಾಯಿತು. ಪ್ರಭುಗೌಡಪಾಟೀಲ, ಡಾ.ಎಸ್.ಪಿ.ಗೌಡ್ರು, ಸ್ವಾಗತವನ್ನು ಚಂಪಾ ಹುಣಸಿಕಟ್ಟಿ, ಪ್ರಾಸ್ತಾವಿಕವಾಗಿ ಜಿ.ಎಂ ಓಂಕಾರಣ್ಣನವರ, ನಿರೂಪಣೆಯನ್ನು ಅನಿತಾ ಹರನಗಿರಿ ಮಾಡಿದರೆ, ಜ್ಯೋತಿ ಬನ್ನೂರ ಮಠ ವಂದಿಸಿದರು.	[1138, 633, 1469, 769]
circus-venue-title: :: ವಿಳಾಸ ::	[1170, 2032, 1262, 2056]
body-lightning-col2	[1138, 1342, 1469, 1464]
body-lightning-side	[1314, 1050, 1469, 1346]
text-lightning-bottom: ಮೂಲಕ ಮಾತನಾಡಿ ಮೃತರ ಕುಟುಂಬಕ್ಕೆ 25 ಲಕ್ಷ ರೂಪಾಯಿ ಹಾಗೂ ಗಾಯಗೊಂಡವ ವ್ಯಕ್ತಿಗೆ 5 ಲಕ್ಷ ರೂಪಾಯಿ ಪರಿಹಾರ ಧನ ನೀಡಬೇಕೆಂದು ಆಗ್ರಹಿಸಿದರು. ಈ ಸಂದರ್ಭದಲ್ಲಿ ತಾಲೂಕ ಭಾಜಪ ಅಧ್ಯಕ್ಷರಾದ ವಿಶ್ವನಾಥ ಹರವಿ, ನಿಕಟಪೂರ್ವ ತಾಲೂಕ ಅಧ್ಯಕ್ಷರಾದ ಶಿವಾನಂದ ಮ್ಯಾಗೇರಿ, ಗಂಗಾಧರ ಸಾತ್ತೆ, ಗ್ರಾಮದ ಹಿರಿಯರು ಉಪಸ್ಥಿತರಿದ್ದರು.	[1138, 1343, 1469, 1409]
text-lightning-lead: ತಾಲೂಕಿನ ಹುಲಿಕಟ್ಟಿ ಗ್ರಾಮದ ಹೊರವಲಯದಲ್ಲಿ ಕುರಿ ಕಾಯುವ ಸಂದರ್ಭದಲ್ಲಿ ಮೂವರ ಗದ್ದೆ ಎನ್ನುವವರು ಸಿಡಿಲು ಬಡಿದು ಸಾವನ್ನಪ್ಪಿದರು ಹಾಗೂ ಅವರ ಪುತ್ರ ಆಕಾಶ ಗದ್ದೆ ಅವರಿಗೂ ಸಿಡಿಲಿನ ಹೊಡೆತಕ್ಕೆ ತೀವ್ರ ಗಾಯಗೊಂಡಿದ್ದು ಅವರ ಮನೆಗೆ ಕೇಂದ್ರ ಸಚಿವರಾದ ಪ್ರಲ್ಹಾದ ಜೋಶಿಯವರ ನಿರ್ದೇಶನದ ಮೇರೆಗೆ ಯುವ	[812, 1355, 1122, 1420]
dateline-education: ತಡಸ(ತಾ.ಮುಂಡಗೋಡ):	[83, 1939, 183, 1952]
photo-felicitation	[781, 229, 1471, 515]
circus-name-2: ಸರ್ಕಸ್	[1155, 1882, 1277, 1942]
text-kasturirangan-col1: ಡಾ. ಕಸ್ತೂರಿ ರಂಗನ್ ಅವರ ನಿಧನದಿಂದ ದೇಶಕ್ಕೆ ಅದರಲ್ಲೂ ವಿಜ್ಞಾನ ಕ್ಷೇತ್ರಕ್ಕೆ ತುಂಬಲಾರದ ನಷ್ಟ ಉಂಟಾಗಿದೆ ಎಂದು ಮುಖ್ಯಮಂತ್ರಿ ಸಿದ್ದರಾಮಯ್ಯ ತಿಳಿಸಿದರು. ಅವರು ರವಿವಾರ ಇಸ್ರೋ ಮಾಜಿ ಅಧ್ಯಕ್ಷರಾಗಿದ್ದ ಡಾ.ಕೆ.ಕಸ್ತೂರಿ ರಂಗನ್ ರವರ ಪಾರ್ಥಿವ ಶರೀರಕ್ಕೆ ಅಂತಿಮ ಗೌರವವನ್ನು ಸಲ್ಲಿಸಿದ ನಂತರ ಮಾಧ್ಯಮದವರೊಂದಿಗೆ ಮಾತನಾಡಿದರು. ಅವರು ದೇಶ ಕಂಡಂತ ಹೆಸರಾಂತ ವಿಜ್ಞಾನಿ. ಬಾಹ್ಯಾಕಾಶ ಕ್ಷೇತ್ರದಲ್ಲಿ ಅಪಾರ ಕೊಡುಗೆ ನೀಡಿದ್ದಾರೆ. ದೀರ್ಘ ಕಾಲ ಇಸ್ರೋ ಅಧ್ಯಕ್ಷರಾಗಿದ್ದವರು. ಶಿಕ್ಷಣ ಕ್ಷೇತ್ರಕ್ಕೆ ಅಪಾರ ಕೊಡುಗೆ ನೀಡಿದ್ದ ಅವರನ್ನು ನಾವು	[83, 1427, 445, 1528]
dateline-puttaraja: ಹಾವೇರಿ:	[812, 534, 846, 547]
circus-name-1: ರಾಜಕಮಲ	[1122, 1818, 1310, 1879]
body-kasturirangan-col2	[462, 1113, 770, 1601]
circus-phone: ಮೊ : 9328610396	[1115, 2231, 1310, 2256]
notice-line-3: ಸಮಗ್ರ ಕರ್ನಾಟಕ	[811, 1526, 907, 1547]
body-education-col2	[494, 1704, 937, 2262]
notice-line-4: ದಿನ ಪತ್ರಿಕೆ ಓದಿರಿ.	[807, 1551, 911, 1573]
headline-lifestyle-2: ವೃತ್ತಿ ಜೀವನ ನಡೆಸಿ: ಸಿಇಒ ರುಚಿ ಬಿಂದಲ್	[49, 223, 612, 271]
